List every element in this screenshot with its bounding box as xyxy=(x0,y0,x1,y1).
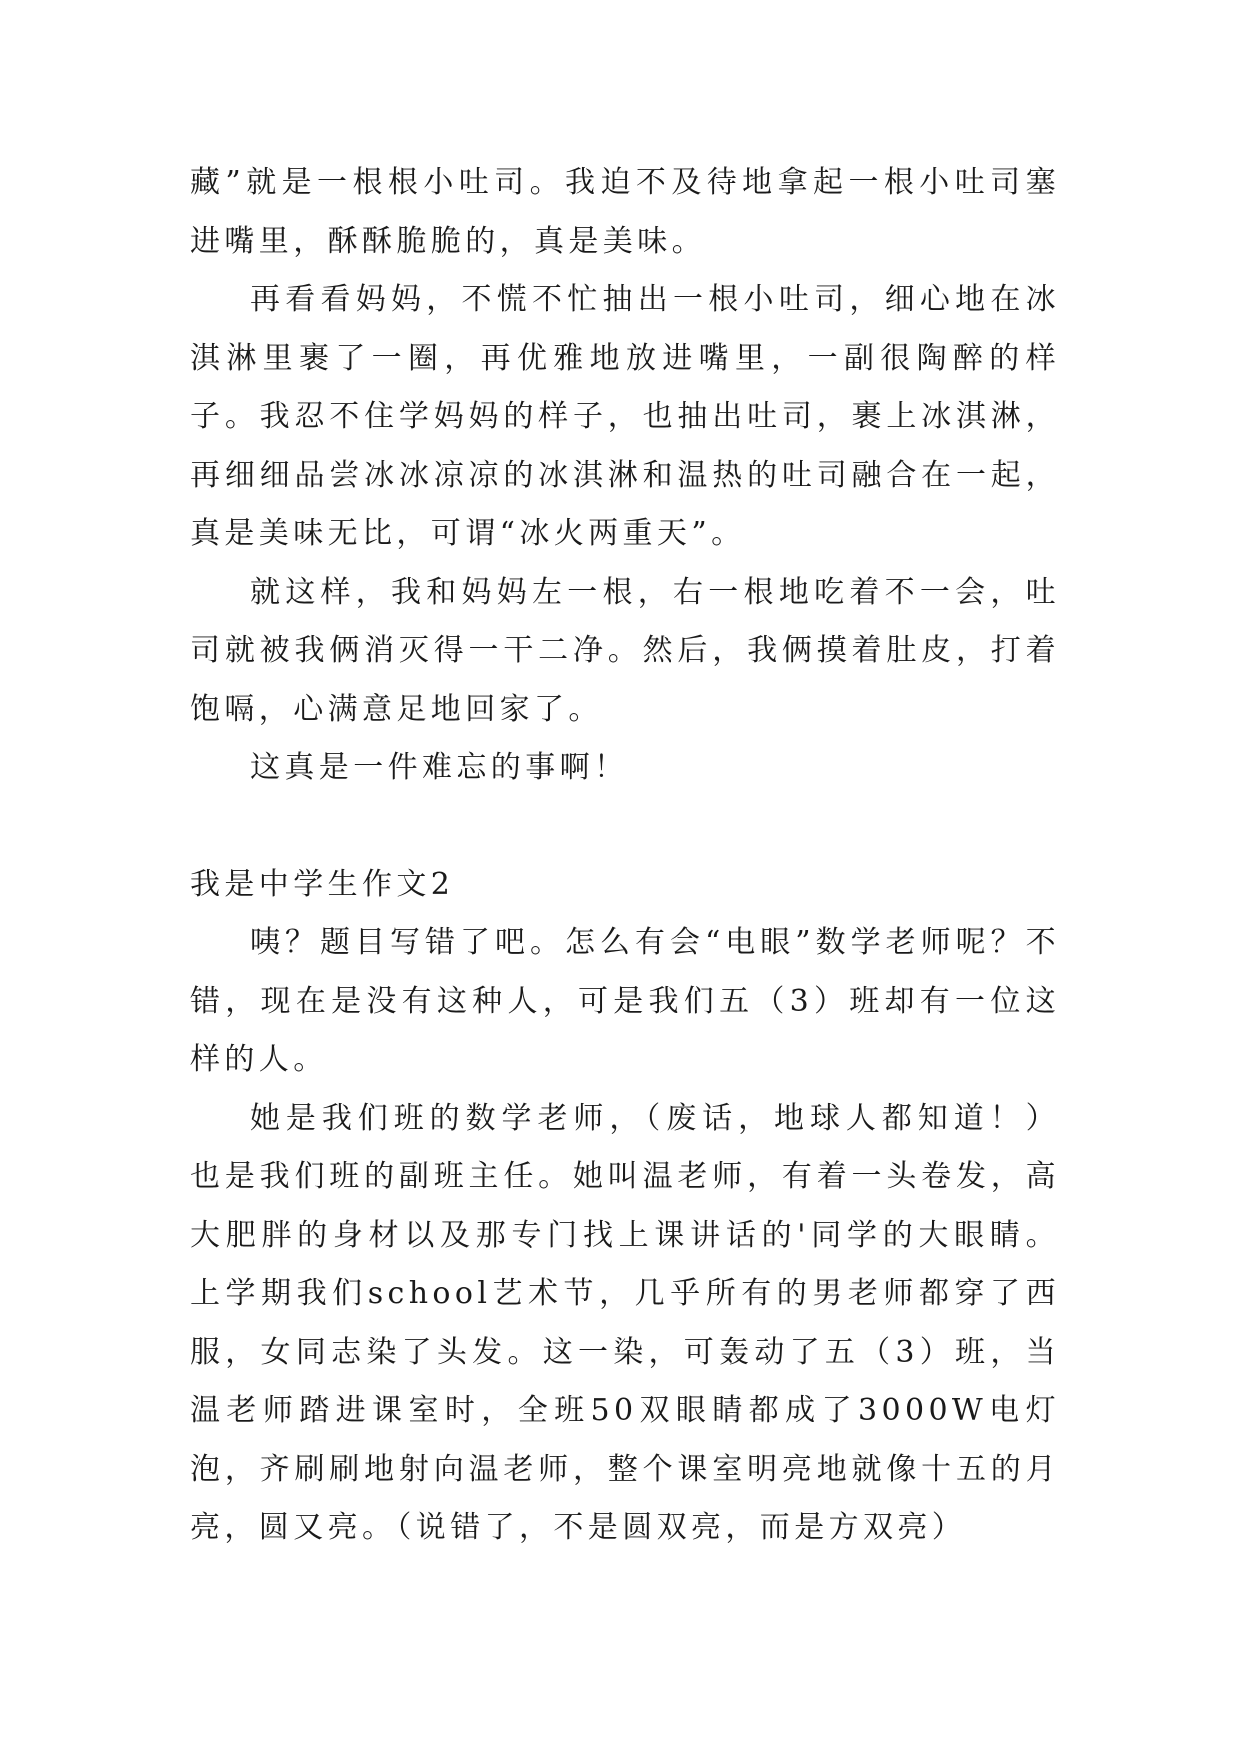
paragraph-continued: 藏”就是一根根小吐司。我迫不及待地拿起一根小吐司塞进嘴里，酥酥脆脆的，真是美味。 xyxy=(190,165,1060,259)
paragraph: 她是我们班的数学老师，（废话，地球人都知道！）也是我们班的副班主任。她叫温老师，有着一头卷发，高大肥胖的身材以及那专门找上课讲话的'同学的大眼睛。上学期我们school艺术节，几乎所有的男老师都穿了西服，女同志染了头发。这一染，可轰动了五（3）班，当温老师踏进课室时，全班50双眼睛都成了3000W电灯泡，齐刷刷地射向温老师，整个课室明亮地就像十五的月亮，圆又亮。（说错了，不是圆双亮，而是方双亮） xyxy=(190,1100,1060,1545)
paragraph: 再看看妈妈，不慌不忙抽出一根小吐司，细心地在冰淇淋里裹了一圈，再优雅地放进嘴里，一副很陶醉的样子。我忍不住学妈妈的样子，也抽出吐司，裹上冰淇淋，再细细品尝冰冰凉凉的冰淇淋和温热的吐司融合在一起，真是美味无比，可谓“冰火两重天”。 xyxy=(190,282,1060,551)
section-title: 我是中学生作文2 xyxy=(190,866,455,902)
paragraph: 就这样，我和妈妈左一根，右一根地吃着不一会，吐司就被我俩消灭得一干二净。然后，我俩摸着肚皮，打着饱嗝，心满意足地回家了。 xyxy=(190,574,1060,727)
paragraph: 这真是一件难忘的事啊！ xyxy=(250,750,629,785)
section-spacer xyxy=(190,798,1060,856)
document-body xyxy=(190,154,1060,1558)
paragraph: 咦？题目写错了吧。怎么有会“电眼”数学老师呢？不错，现在是没有这种人，可是我们五（3）班却有一位这样的人。 xyxy=(190,925,1060,1077)
